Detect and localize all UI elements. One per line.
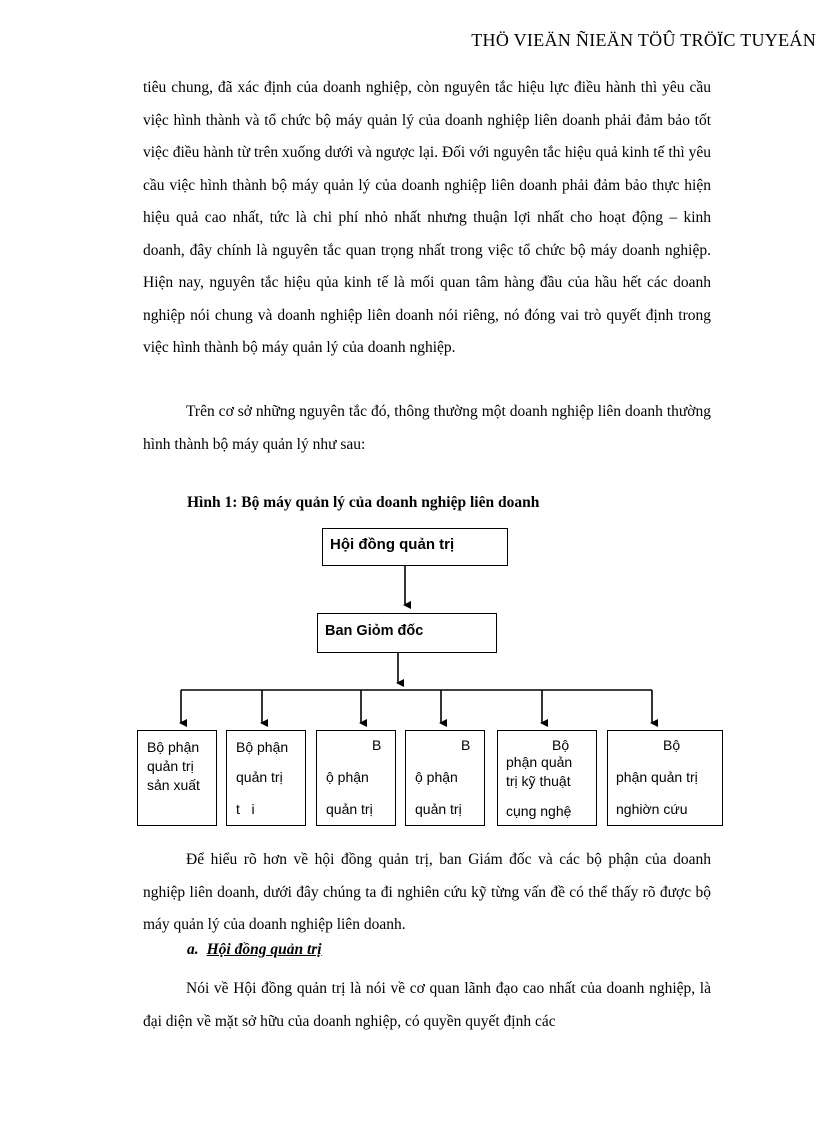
dept-6-line-2: phận quản trị <box>616 769 698 785</box>
paragraph-2: Trên cơ sở những nguyên tắc đó, thông thường một doanh nghiệp liên doanh thường hình thành bộ máy quản lý như sau: <box>143 403 711 453</box>
dept-3-line-3: quản trị <box>326 801 373 817</box>
dept-4-line-2: ộ phận <box>415 769 458 785</box>
paragraph-3: Để hiểu rõ hơn về hội đồng quản trị, ban Giám đốc và các bộ phận của doanh nghiệp liên doanh, dưới đây chúng ta đi nghiên cứu kỹ từng vấn đề có thể thấy rõ được bộ máy quản lý của doanh nghiệp liên doanh. <box>143 851 711 933</box>
dept-5-line-4: cụng nghệ <box>506 803 572 819</box>
dept-2-line-3: t i <box>236 801 255 817</box>
dept-box-research <box>607 730 723 826</box>
dept-box-technology <box>497 730 597 826</box>
dept-3-line-2: ộ phận <box>326 769 369 785</box>
paragraph-1: tiêu chung, đã xác định của doanh nghiệp, còn nguyên tắc hiệu lực điều hành thì yêu cầu việc hình thành và tổ chức bộ máy quản lý của doanh nghiệp liên doanh phải đảm bảo tốt việc điều hành từ trên xuống dưới và ngược lại. Đối với nguyên tắc hiệu quả kinh tế thì yêu cầu việc hình thành bộ máy quản lý của doanh nghiệp liên doanh phải đảm bảo thực hiện hiệu quả cao nhất, tức là chi phí nhỏ nhất nhưng thuận lợi nhất cho hoạt động – kinh doanh, đây chính là nguyên tắc quan trọng nhất trong việc tổ chức bộ máy doanh nghiệp. Hiện nay, nguyên tắc hiệu qủa kinh tế là mối quan tâm hàng đầu của hầu hết các doanh nghiệp nói chung và doanh nghiệp liên doanh nói riêng, nó đóng vai trò quyết định trong việc hình thành bộ máy quản lý của doanh nghiệp. <box>143 79 711 356</box>
dept-1-line-1: Bộ phận <box>147 739 200 755</box>
section-a-label: a. <box>187 941 199 958</box>
dept-5-line-2: phận quản <box>506 754 573 770</box>
paragraph-4: Nói về Hội đồng quản trị là nói về cơ quan lãnh đạo cao nhất của doanh nghiệp, là đại diện về mặt sở hữu của doanh nghiệp, có quyền quyết định các <box>143 980 711 1030</box>
dept-1-line-2: quản trị <box>147 758 194 774</box>
section-a-title: Hội đồng quản trị <box>206 941 322 958</box>
dept-box-production <box>137 730 217 826</box>
dept-5-line-1: Bộ <box>552 737 570 753</box>
dept-box-3 <box>316 730 396 826</box>
dept-2-line-1: Bộ phận <box>236 739 289 755</box>
dept-4-line-1: B <box>461 737 471 753</box>
dept-box-2 <box>226 730 306 826</box>
dept-6-line-1: Bộ <box>663 737 681 753</box>
dept-3-line-1: B <box>372 737 382 753</box>
board-of-directors-box: Hội đồng quản trị <box>322 528 508 566</box>
dept-5-line-3: trị kỹ thuật <box>506 773 571 789</box>
figure-caption: Hình 1: Bộ máy quản lý của doanh nghiệp liên doanh <box>187 494 540 511</box>
dept-2-line-2: quản trị <box>236 769 283 785</box>
board-of-management-box: Ban Giỏm đốc <box>317 613 497 653</box>
dept-6-line-3: nghiờn cứu <box>616 801 688 817</box>
dept-4-line-3: quản trị <box>415 801 462 817</box>
section-heading-a <box>187 941 322 959</box>
dept-1-line-3: sản xuất <box>147 777 200 793</box>
dept-box-4 <box>405 730 485 826</box>
page-header: THÖ VIEÄN ÑIEÄN TÖÛ TRÖÏC TUYEÁN <box>471 30 816 50</box>
